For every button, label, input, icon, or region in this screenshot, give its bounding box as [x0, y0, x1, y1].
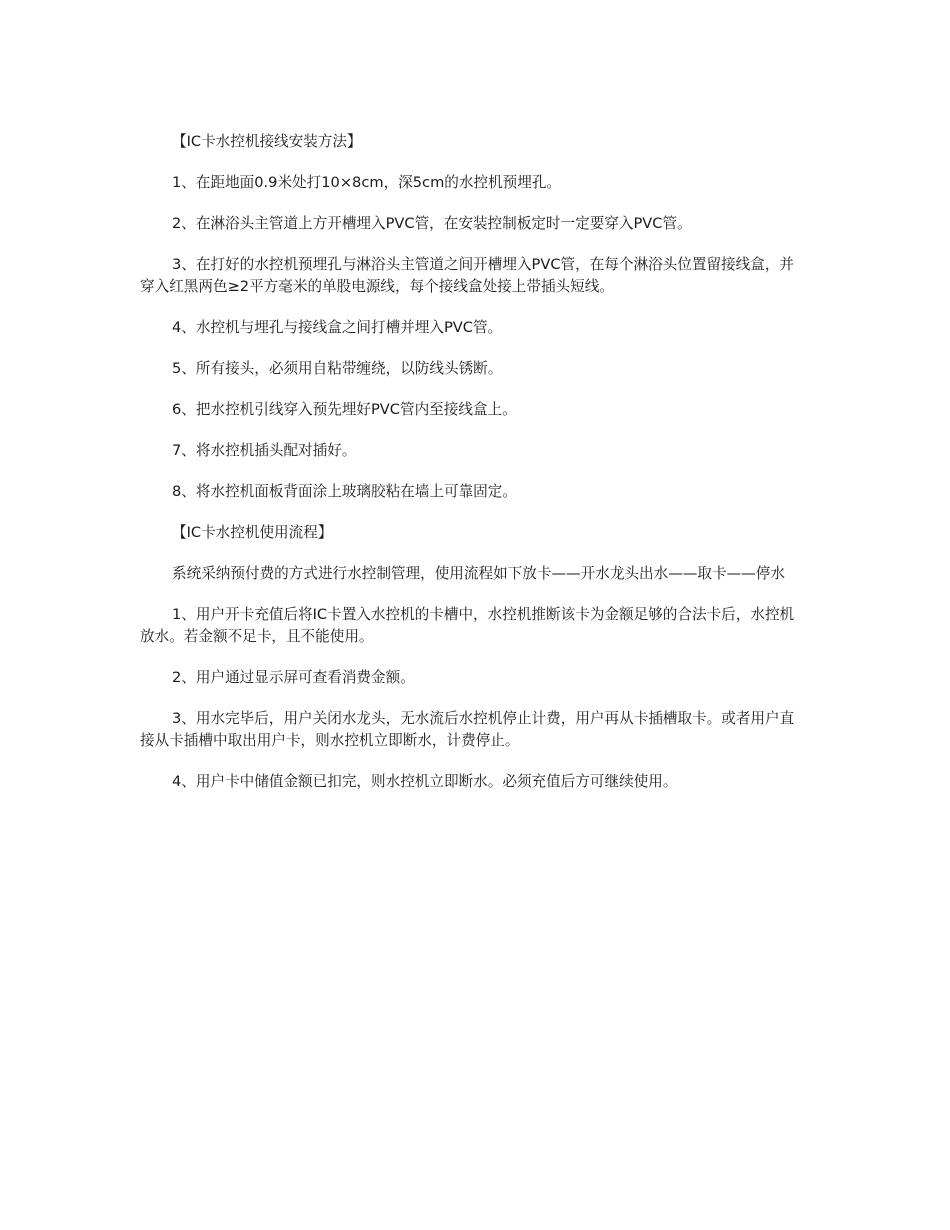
install-step-1: 1、在距地面0.9米处打10×8cm，深5cm的水控机预埋孔。	[172, 174, 562, 191]
install-step-2: 2、在淋浴头主管道上方开槽埋入PVC管，在安装控制板定时一定要穿入PVC管。	[172, 215, 692, 232]
usage-intro: 系统采纳预付费的方式进行水控制管理，使用流程如下放卡——开水龙头出水——取卡——停水	[172, 565, 785, 582]
install-step-8: 8、将水控机面板背面涂上玻璃胶粘在墙上可靠固定。	[172, 483, 517, 500]
usage-step-2: 2、用户通过显示屏可查看消费金额。	[172, 669, 415, 686]
usage-step-3: 3、用水完毕后，用户关闭水龙头，无水流后水控机停止计费，用户再从卡插槽取卡。或者用户直接从卡插槽中取出用户卡，则水控机立即断水，计费停止。	[140, 710, 795, 749]
section-heading-installation: 【IC卡水控机接线安装方法】	[172, 133, 362, 150]
usage-step-4: 4、用户卡中储值金额已扣完，则水控机立即断水。必须充值后方可继续使用。	[172, 773, 678, 790]
install-step-4: 4、水控机与埋孔与接线盒之间打槽并埋入PVC管。	[172, 319, 503, 336]
install-step-3: 3、在打好的水控机预埋孔与淋浴头主管道之间开槽埋入PVC管，在每个淋浴头位置留接线盒，并穿入红黑两色≥2平方毫米的单股电源线，每个接线盒处接上带插头短线。	[140, 256, 795, 295]
usage-step-1: 1、用户开卡充值后将IC卡置入水控机的卡槽中，水控机推断该卡为金额足够的合法卡后，水控机放水。若金额不足卡，且不能使用。	[140, 606, 795, 645]
install-step-7: 7、将水控机插头配对插好。	[172, 442, 357, 459]
install-step-6: 6、把水控机引线穿入预先埋好PVC管内至接线盒上。	[172, 401, 517, 418]
install-step-5: 5、所有接头，必须用自粘带缠绕，以防线头锈断。	[172, 360, 503, 377]
section-heading-usage: 【IC卡水控机使用流程】	[172, 524, 333, 541]
document-page	[140, 131, 805, 812]
